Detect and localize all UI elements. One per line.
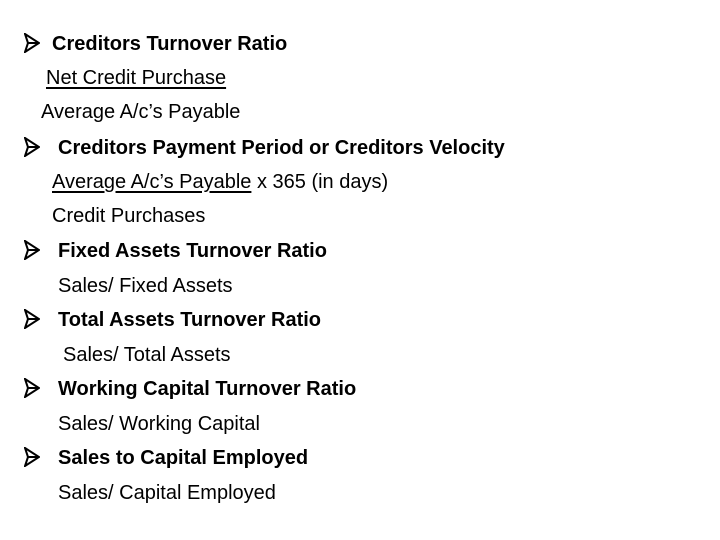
item-heading: Sales to Capital Employed	[58, 447, 309, 469]
item-heading: Total Assets Turnover Ratio	[58, 309, 322, 331]
arrow-bullet-icon	[24, 240, 40, 260]
item-heading: Creditors Turnover Ratio	[52, 33, 288, 55]
formula-line	[52, 169, 388, 195]
formula-numerator: Net Credit Purchase	[46, 67, 227, 89]
formula-numerator: Average A/c’s Payable	[52, 171, 252, 193]
formula-denominator: Average A/c’s Payable	[41, 101, 241, 123]
formula-denominator: Credit Purchases	[52, 205, 206, 227]
arrow-bullet-icon	[24, 447, 40, 467]
formula-line: Sales/ Working Capital	[58, 413, 260, 435]
formula-multiplier: x 365 (in days)	[251, 171, 389, 193]
arrow-bullet-icon	[24, 137, 40, 157]
formula-line: Sales/ Fixed Assets	[58, 275, 233, 297]
arrow-bullet-icon	[24, 309, 40, 329]
arrow-bullet-icon	[24, 378, 40, 398]
arrow-bullet-icon	[24, 33, 40, 53]
item-heading: Working Capital Turnover Ratio	[58, 378, 357, 400]
formula-line: Sales/ Total Assets	[63, 344, 231, 366]
formula-line: Sales/ Capital Employed	[58, 482, 276, 504]
item-heading: Fixed Assets Turnover Ratio	[58, 240, 327, 262]
item-heading: Creditors Payment Period or Creditors Velocity	[58, 137, 505, 159]
